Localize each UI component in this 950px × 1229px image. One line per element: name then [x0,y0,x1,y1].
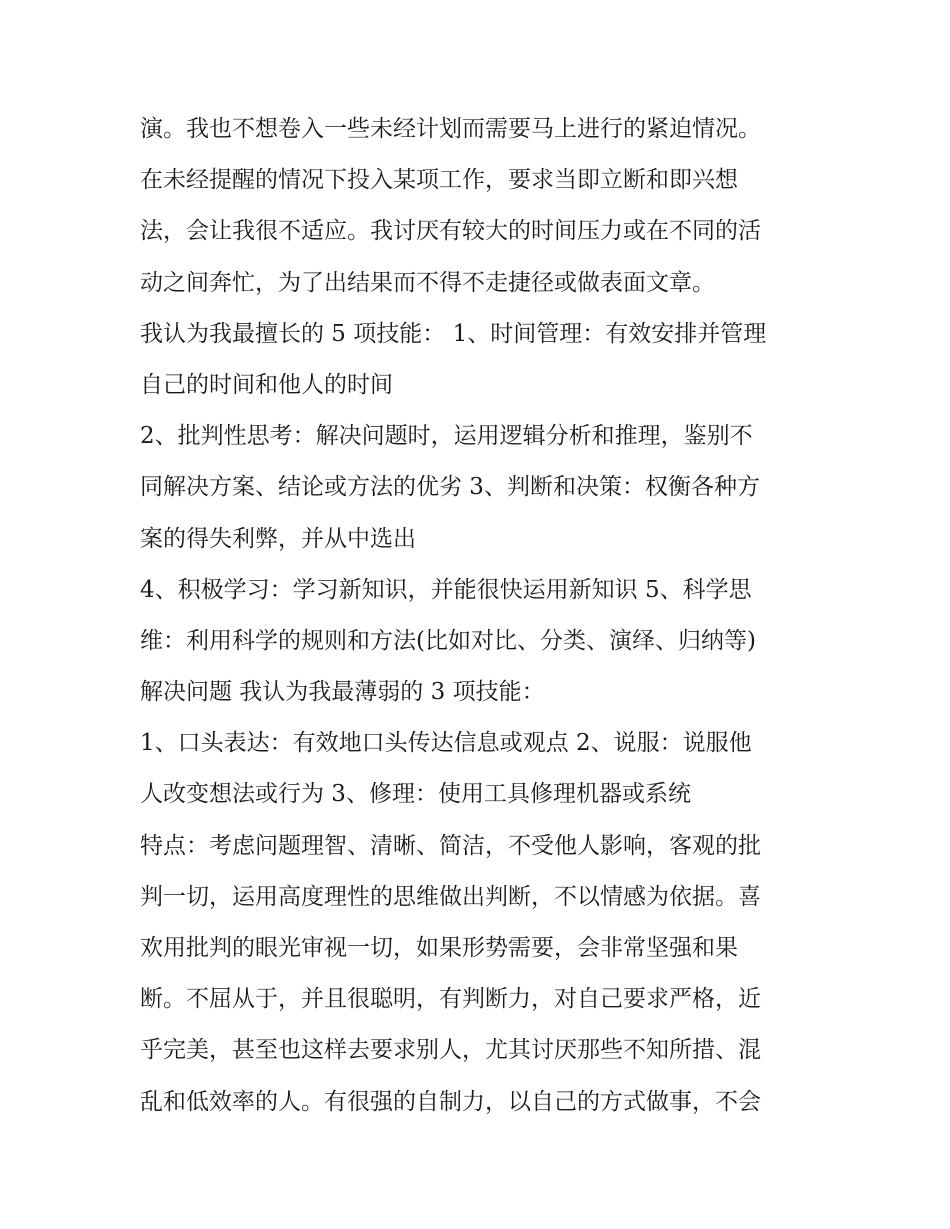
text-line: 解决问题 我认为我最薄弱的 3 项技能： [140,679,545,706]
body-text [140,104,830,1128]
text-line: 2、批判性思考：解决问题时，运用逻辑分析和推理，鉴别不 [140,423,753,450]
text-line: 乎完美，甚至也这样去要求别人，尤其讨厌那些不知所措、混 [140,1037,761,1064]
text-line: 断。不屈从于，并且很聪明，有判断力，对自己要求严格，近 [140,986,761,1013]
text-line: 欢用批判的眼光审视一切，如果形势需要，会非常坚强和果 [140,935,738,961]
text-line: 演。我也不想卷入一些未经计划而需要马上进行的紧迫情况。 [140,116,761,142]
text-line: 特点：考虑问题理智、清晰、简洁，不受他人影响，客观的批 [140,832,761,859]
text-line: 4、积极学习：学习新知识，并能很快运用新知识 5、科学思 [140,576,752,603]
text-line: 动之间奔忙，为了出结果而不得不走捷径或做表面文章。 [140,269,715,296]
text-line: 1、口头表达：有效地口头传达信息或观点 2、说服：说服他 [140,730,752,757]
text-line: 案的得失利弊，并从中选出 [140,525,416,552]
text-line: 维：利用科学的规则和方法(比如对比、分类、演绎、归纳等) [140,627,756,654]
text-line: 乱和低效率的人。有很强的自制力，以自己的方式做事，不会 [140,1088,761,1115]
text-line: 判一切，运用高度理性的思维做出判断，不以情感为依据。喜 [140,883,761,910]
text-line: 同解决方案、结论或方法的优劣 3、判断和决策：权衡各种方 [140,474,760,501]
text-line: 人改变想法或行为 3、修理：使用工具修理机器或系统 [140,781,691,808]
text-line: 在未经提醒的情况下投入某项工作，要求当即立断和即兴想 [140,167,738,194]
text-line: 自己的时间和他人的时间 [140,371,393,398]
text-line: 我认为我最擅长的 5 项技能： 1、时间管理：有效安排并管理 [140,320,767,347]
text-line: 法，会让我很不适应。我讨厌有较大的时间压力或在不同的活 [140,218,761,245]
